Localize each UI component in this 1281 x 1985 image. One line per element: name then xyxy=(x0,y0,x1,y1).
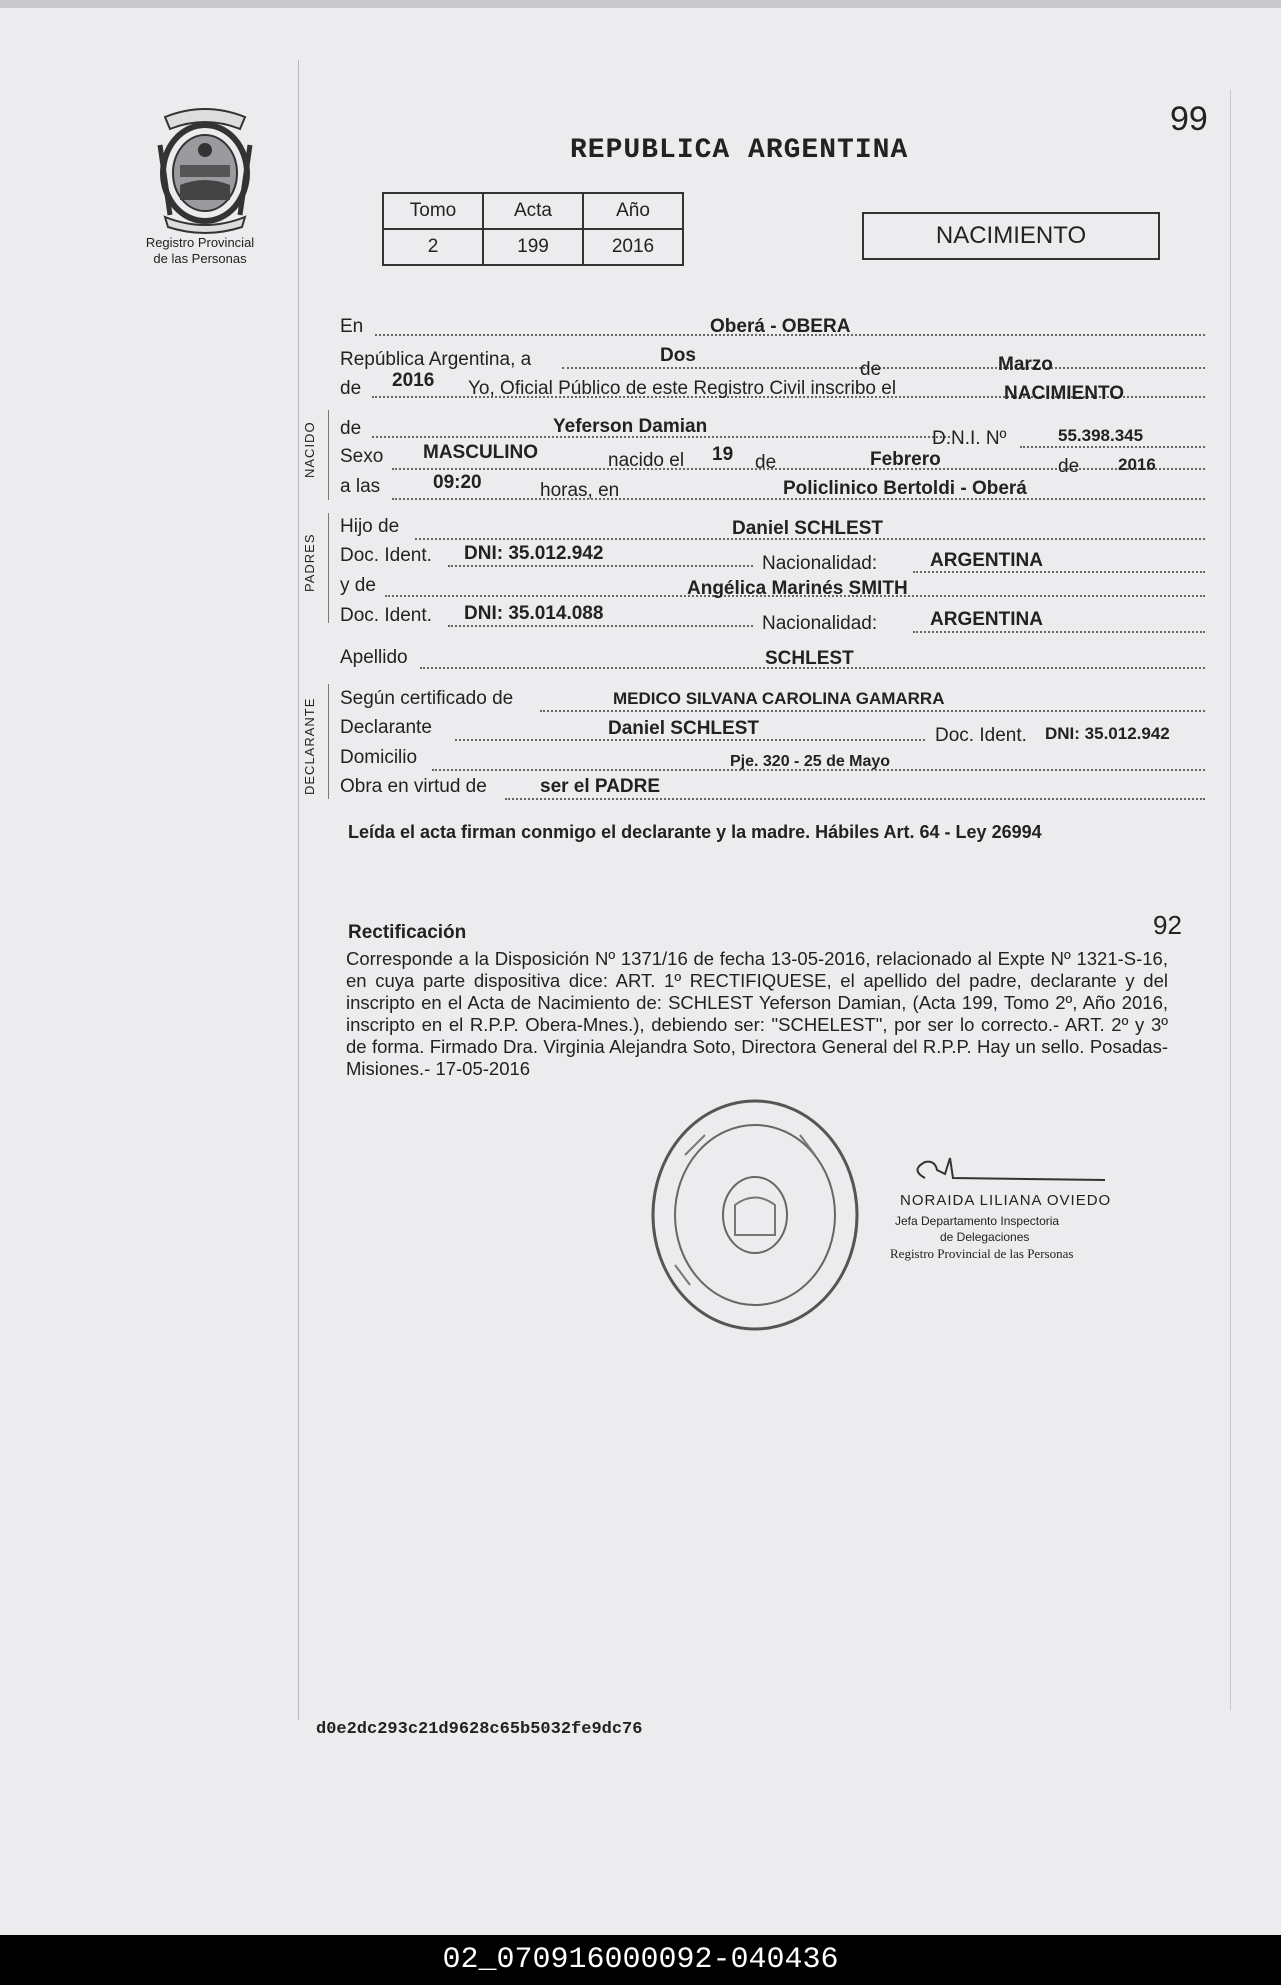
registry-label xyxy=(125,235,275,267)
hijo-label: Hijo de xyxy=(340,516,400,537)
declarante-value: Daniel SCHLEST xyxy=(608,718,759,739)
cert-label: Según certificado de xyxy=(340,688,514,709)
nacido-line-name xyxy=(340,416,1200,449)
father-name-value: Daniel SCHLEST xyxy=(732,518,883,539)
hora-value: 09:20 xyxy=(433,472,482,493)
place-value: Oberá - OBERA xyxy=(710,316,851,337)
declarante-line-decl xyxy=(340,717,1200,746)
nacionalidad-label: Nacionalidad: xyxy=(762,553,878,574)
declarante-label: Declarante xyxy=(340,717,432,738)
signatory-name: NORAIDA LILIANA OVIEDO xyxy=(900,1192,1112,1209)
declarante-line-domicilio xyxy=(340,747,1200,769)
dotted-line xyxy=(392,468,1205,470)
section-label-nacido: NACIDO xyxy=(302,421,317,478)
padres-line-father-doc xyxy=(340,543,1200,574)
obra-label: Obra en virtud de xyxy=(340,776,487,797)
declarante-line-cert xyxy=(340,688,1200,710)
de-label: de xyxy=(340,418,362,439)
closing-statement: Leída el acta firman conmigo el declarante y la madre. Hábiles Art. 64 - Ley 26994 xyxy=(348,822,1042,842)
dotted-line xyxy=(448,565,753,567)
obra-value: ser el PADRE xyxy=(540,776,661,797)
domicilio-label: Domicilio xyxy=(340,747,418,768)
month-value: Marzo xyxy=(998,354,1053,375)
mother-doc-value: DNI: 35.014.088 xyxy=(464,603,604,624)
child-dni-value: 55.398.345 xyxy=(1058,426,1144,445)
act-line-inscribo xyxy=(340,370,1200,404)
record-value-acta: 199 xyxy=(483,229,583,265)
footer-id-bar: 02_070916000092-040436 xyxy=(0,1935,1281,1985)
section-bracket xyxy=(328,684,329,799)
top-edge xyxy=(0,0,1281,8)
declarante-line-obra xyxy=(340,776,1200,798)
sexo-value: MASCULINO xyxy=(423,442,539,463)
provincial-seal-icon xyxy=(150,105,260,235)
inscribo-label: Yo, Oficial Público de este Registro Civil inscribo el xyxy=(468,378,897,399)
signatory-role-2: de Delegaciones xyxy=(940,1230,1030,1244)
apellido-line xyxy=(340,647,1200,669)
record-header-tomo: Tomo xyxy=(383,193,483,229)
section-label-padres: PADRES xyxy=(302,533,317,592)
padres-line-father xyxy=(340,516,1200,538)
left-margin-line xyxy=(298,60,299,1720)
signature-block xyxy=(890,1150,1175,1280)
day-value: Dos xyxy=(660,345,696,366)
section-bracket xyxy=(328,410,329,500)
birth-place-value: Policlinico Bertoldi - Oberá xyxy=(783,478,1027,499)
y-de-label: y de xyxy=(340,575,376,596)
rectificacion-title: Rectificación xyxy=(348,922,467,943)
nacionalidad-label: Nacionalidad: xyxy=(762,613,878,634)
de-label: de xyxy=(860,359,882,380)
record-header-ano: Año xyxy=(583,193,683,229)
record-value-tomo: 2 xyxy=(383,229,483,265)
de-label: de xyxy=(755,452,777,473)
act-line-en xyxy=(340,316,1200,338)
record-header-acta: Acta xyxy=(483,193,583,229)
nacido-line-hora xyxy=(340,472,1200,501)
year-value: 2016 xyxy=(392,370,435,391)
father-doc-value: DNI: 35.012.942 xyxy=(464,543,604,564)
sexo-label: Sexo xyxy=(340,446,384,467)
page-number: 99 xyxy=(1170,100,1208,138)
record-type-box: NACIMIENTO xyxy=(862,212,1160,260)
official-stamp-icon xyxy=(645,1095,865,1335)
registry-label-line1: Registro Provincial xyxy=(145,235,255,250)
dotted-line xyxy=(913,631,1205,633)
dotted-line xyxy=(505,798,1205,800)
dotted-line xyxy=(562,367,1205,369)
horas-en-label: horas, en xyxy=(540,480,620,501)
section-bracket xyxy=(328,513,329,623)
right-margin-line xyxy=(1230,90,1231,1710)
dotted-line xyxy=(448,625,753,627)
child-name-value: Yeferson Damian xyxy=(553,416,708,437)
birth-month-value: Febrero xyxy=(870,449,941,470)
mother-name-value: Angélica Marinés SMITH xyxy=(687,578,908,599)
page-title: REPUBLICA ARGENTINA xyxy=(570,135,909,166)
record-value-ano: 2016 xyxy=(583,229,683,265)
nacido-label: nacido el xyxy=(608,450,685,471)
padres-line-mother xyxy=(340,575,1200,597)
mother-nat-value: ARGENTINA xyxy=(930,609,1043,630)
nacido-line-sexo xyxy=(340,442,1200,477)
dni-label: D.N.I. Nº xyxy=(932,428,1007,449)
doc-label: Doc. Ident. xyxy=(340,545,432,566)
rectificacion-body: Corresponde a la Disposición Nº 1371/16 de fecha 13-05-2016, relacionado al Expte Nº 1321-S-16, en cuya parte dispositiva dice: ART. 1º RECTIFIQUESE, el apellido del padre, declarante y del inscripto en el Acta de Nacimiento de: SCHLEST Yeferson Damian, (Acta 199, Tomo 2º, Año 2016, inscripto en el R.P.P. Obera-Mnes.), debiendo ser: "SCHELEST", por ser lo correcto.- ART. 2º y 3º de forma. Firmado Dra. Virginia Alejandra Soto, Directora General del R.P.P. Hay un sello. Posadas- Misiones.- 17-05-2016 xyxy=(346,948,1168,1079)
domicilio-value: Pje. 320 - 25 de Mayo xyxy=(730,753,891,770)
birth-day-value: 19 xyxy=(712,444,734,465)
rectificacion-number: 92 xyxy=(1153,910,1182,940)
birth-year-value: 2016 xyxy=(1118,455,1156,474)
republica-label: República Argentina, a xyxy=(340,349,532,370)
padres-line-mother-doc xyxy=(340,603,1200,634)
doc-label: Doc. Ident. xyxy=(340,605,432,626)
record-table xyxy=(382,192,684,266)
de-label: de xyxy=(340,378,362,399)
signatory-role-1: Jefa Departamento Inspectoria xyxy=(895,1214,1060,1228)
declarante-doc-value: DNI: 35.012.942 xyxy=(1045,724,1170,743)
dotted-line xyxy=(540,710,1205,712)
act-line-republica xyxy=(340,345,1200,380)
father-nat-value: ARGENTINA xyxy=(930,550,1043,571)
cert-value: MEDICO SILVANA CAROLINA GAMARRA xyxy=(613,689,945,708)
apellido-value: SCHLEST xyxy=(765,648,854,669)
registry-label-line2: de las Personas xyxy=(153,251,247,266)
en-label: En xyxy=(340,316,364,337)
section-label-declarante: DECLARANTE xyxy=(302,697,317,795)
doc-label: Doc. Ident. xyxy=(935,725,1027,746)
hora-label: a las xyxy=(340,476,381,497)
signature-icon xyxy=(905,1150,1105,1190)
inscription-type-value: NACIMIENTO xyxy=(1004,383,1124,404)
document-hash: d0e2dc293c21d9628c65b5032fe9dc76 xyxy=(316,1720,643,1739)
signatory-role-3: Registro Provincial de las Personas xyxy=(890,1246,1074,1261)
de-label: de xyxy=(1058,456,1080,477)
apellido-label: Apellido xyxy=(340,647,408,668)
